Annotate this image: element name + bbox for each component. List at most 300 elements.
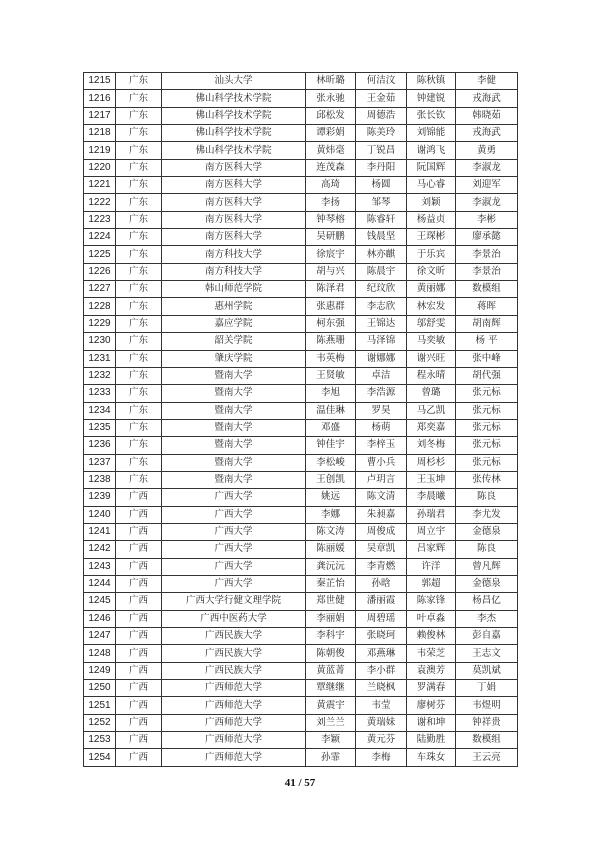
table-row [84, 281, 518, 298]
member-1-cell: 李科宇 [306, 628, 356, 645]
advisor-cell: 李景治 [456, 246, 518, 263]
table-row [84, 194, 518, 211]
team-id-cell: 1235 [84, 419, 116, 436]
advisor-cell: 李杰 [456, 610, 518, 627]
member-2-cell: 何洁汶 [356, 73, 407, 90]
member-1-cell: 胡与兴 [306, 263, 356, 280]
member-2-cell: 李青燃 [356, 558, 407, 575]
table-row [84, 645, 518, 662]
school-cell: 广西大学 [162, 541, 306, 558]
member-2-cell: 曹小兵 [356, 454, 407, 471]
table-row [84, 402, 518, 419]
table-row [84, 471, 518, 488]
school-cell: 肇庆学院 [162, 350, 306, 367]
school-cell: 嘉应学院 [162, 315, 306, 332]
member-2-cell: 谢娜娜 [356, 350, 407, 367]
table-row [84, 558, 518, 575]
school-cell: 南方医科大学 [162, 229, 306, 246]
team-id-cell: 1218 [84, 125, 116, 142]
team-id-cell: 1226 [84, 263, 116, 280]
member-3-cell: 许洋 [407, 558, 456, 575]
advisor-cell: 金德泉 [456, 523, 518, 540]
province-cell: 广西 [116, 523, 162, 540]
school-cell: 广西民族大学 [162, 645, 306, 662]
table-row [84, 732, 518, 749]
team-id-cell: 1238 [84, 471, 116, 488]
table-row [84, 419, 518, 436]
province-cell: 广西 [116, 680, 162, 697]
member-2-cell: 兰晓枫 [356, 680, 407, 697]
team-id-cell: 1236 [84, 437, 116, 454]
member-2-cell: 杨萌 [356, 419, 407, 436]
school-cell: 暨南大学 [162, 402, 306, 419]
member-3-cell: 谢兴旺 [407, 350, 456, 367]
table-row [84, 333, 518, 350]
team-id-cell: 1232 [84, 367, 116, 384]
advisor-cell: 金德泉 [456, 575, 518, 592]
school-cell: 广西师范大学 [162, 697, 306, 714]
province-cell: 广东 [116, 90, 162, 107]
table-row [84, 610, 518, 627]
province-cell: 广东 [116, 194, 162, 211]
advisor-cell: 廖承懿 [456, 229, 518, 246]
member-3-cell: 黄丽娜 [407, 281, 456, 298]
member-3-cell: 马心睿 [407, 177, 456, 194]
member-2-cell: 李梅 [356, 749, 407, 766]
member-1-cell: 刘兰兰 [306, 714, 356, 731]
team-id-cell: 1247 [84, 628, 116, 645]
advisor-cell: 张中峰 [456, 350, 518, 367]
team-id-cell: 1217 [84, 107, 116, 124]
team-id-cell: 1223 [84, 211, 116, 228]
province-cell: 广西 [116, 714, 162, 731]
province-cell: 广东 [116, 281, 162, 298]
table-row [84, 107, 518, 124]
member-3-cell: 于乐宾 [407, 246, 456, 263]
member-1-cell: 高琦 [306, 177, 356, 194]
member-2-cell: 李小群 [356, 662, 407, 679]
school-cell: 惠州学院 [162, 298, 306, 315]
member-1-cell: 张永驰 [306, 90, 356, 107]
school-cell: 广西大学 [162, 523, 306, 540]
member-1-cell: 张惠群 [306, 298, 356, 315]
team-id-cell: 1237 [84, 454, 116, 471]
member-1-cell: 邓盛 [306, 419, 356, 436]
member-1-cell: 陈泽君 [306, 281, 356, 298]
member-2-cell: 邓燕琳 [356, 645, 407, 662]
team-id-cell: 1221 [84, 177, 116, 194]
member-2-cell: 罗昊 [356, 402, 407, 419]
advisor-cell: 陈良 [456, 541, 518, 558]
member-2-cell: 韦莹 [356, 697, 407, 714]
school-cell: 佛山科学技术学院 [162, 107, 306, 124]
member-2-cell: 周碧瑶 [356, 610, 407, 627]
member-2-cell: 李梓玉 [356, 437, 407, 454]
table-row [84, 593, 518, 610]
member-1-cell: 秦芷怡 [306, 575, 356, 592]
member-3-cell: 张长钦 [407, 107, 456, 124]
school-cell: 南方医科大学 [162, 211, 306, 228]
advisor-cell: 曾凡辉 [456, 558, 518, 575]
advisor-cell: 张传林 [456, 471, 518, 488]
advisor-cell: 黄勇 [456, 142, 518, 159]
province-cell: 广西 [116, 489, 162, 506]
school-cell: 广西大学 [162, 575, 306, 592]
member-3-cell: 林宏发 [407, 298, 456, 315]
team-id-cell: 1244 [84, 575, 116, 592]
page-number: 41 / 57 [284, 777, 316, 789]
member-1-cell: 黄蓝菁 [306, 662, 356, 679]
advisor-cell: 张元标 [456, 419, 518, 436]
member-1-cell: 李扬 [306, 194, 356, 211]
member-3-cell: 刘锦能 [407, 125, 456, 142]
member-3-cell: 邬舒雯 [407, 315, 456, 332]
team-id-cell: 1245 [84, 593, 116, 610]
table-row [84, 298, 518, 315]
member-1-cell: 钟琴榕 [306, 211, 356, 228]
member-2-cell: 李志欣 [356, 298, 407, 315]
team-id-cell: 1227 [84, 281, 116, 298]
province-cell: 广西 [116, 593, 162, 610]
member-3-cell: 赖俊林 [407, 628, 456, 645]
school-cell: 广西师范大学 [162, 714, 306, 731]
province-cell: 广西 [116, 697, 162, 714]
team-id-cell: 1253 [84, 732, 116, 749]
member-1-cell: 龚沅沅 [306, 558, 356, 575]
member-2-cell: 张晓珂 [356, 628, 407, 645]
member-1-cell: 孙霏 [306, 749, 356, 766]
member-2-cell: 周俊成 [356, 523, 407, 540]
advisor-cell: 陈良 [456, 489, 518, 506]
advisor-cell: 李尤发 [456, 506, 518, 523]
advisor-cell: 刘迎军 [456, 177, 518, 194]
member-1-cell: 陈燕珊 [306, 333, 356, 350]
member-3-cell: 孙瑞君 [407, 506, 456, 523]
member-3-cell: 郭超 [407, 575, 456, 592]
province-cell: 广西 [116, 541, 162, 558]
member-2-cell: 丁锐昌 [356, 142, 407, 159]
table-row [84, 437, 518, 454]
advisor-cell: 张元标 [456, 454, 518, 471]
school-cell: 广西大学 [162, 506, 306, 523]
province-cell: 广东 [116, 229, 162, 246]
member-3-cell: 陆勤胜 [407, 732, 456, 749]
member-1-cell: 姚远 [306, 489, 356, 506]
member-3-cell: 韦荣芝 [407, 645, 456, 662]
table-row [84, 142, 518, 159]
table-row [84, 506, 518, 523]
province-cell: 广东 [116, 73, 162, 90]
member-3-cell: 马奕敏 [407, 333, 456, 350]
advisor-cell: 王云亮 [456, 749, 518, 766]
table-row [84, 246, 518, 263]
table-row [84, 229, 518, 246]
school-cell: 暨南大学 [162, 471, 306, 488]
member-3-cell: 叶卓淼 [407, 610, 456, 627]
table-row [84, 714, 518, 731]
member-2-cell: 陈文清 [356, 489, 407, 506]
province-cell: 广西 [116, 506, 162, 523]
school-cell: 韩山师范学院 [162, 281, 306, 298]
table-row [84, 350, 518, 367]
member-1-cell: 李松峻 [306, 454, 356, 471]
member-1-cell: 柯东强 [306, 315, 356, 332]
province-cell: 广东 [116, 402, 162, 419]
province-cell: 广西 [116, 628, 162, 645]
member-3-cell: 周杉杉 [407, 454, 456, 471]
member-3-cell: 陈秋镇 [407, 73, 456, 90]
province-cell: 广东 [116, 385, 162, 402]
province-cell: 广东 [116, 125, 162, 142]
advisor-cell: 韩晓茹 [456, 107, 518, 124]
team-id-cell: 1243 [84, 558, 116, 575]
member-3-cell: 罗满春 [407, 680, 456, 697]
team-id-cell: 1241 [84, 523, 116, 540]
table-row [84, 662, 518, 679]
school-cell: 广西师范大学 [162, 749, 306, 766]
table-row [84, 159, 518, 176]
member-3-cell: 谢鸿飞 [407, 142, 456, 159]
member-1-cell: 李旭 [306, 385, 356, 402]
member-3-cell: 李晨曦 [407, 489, 456, 506]
school-cell: 广西大学 [162, 489, 306, 506]
province-cell: 广西 [116, 558, 162, 575]
province-cell: 广东 [116, 350, 162, 367]
member-1-cell: 李娜 [306, 506, 356, 523]
member-2-cell: 王金茹 [356, 90, 407, 107]
province-cell: 广东 [116, 263, 162, 280]
team-id-cell: 1219 [84, 142, 116, 159]
advisor-cell: 李景治 [456, 263, 518, 280]
advisor-cell: 丁娟 [456, 680, 518, 697]
member-1-cell: 连茂森 [306, 159, 356, 176]
team-id-cell: 1230 [84, 333, 116, 350]
table-row [84, 90, 518, 107]
team-id-cell: 1228 [84, 298, 116, 315]
advisor-cell: 胡南辉 [456, 315, 518, 332]
province-cell: 广东 [116, 333, 162, 350]
member-2-cell: 马泽锦 [356, 333, 407, 350]
member-3-cell: 吕家辉 [407, 541, 456, 558]
advisor-cell: 戎海武 [456, 125, 518, 142]
member-3-cell: 谢和坤 [407, 714, 456, 731]
advisor-cell: 李彬 [456, 211, 518, 228]
member-2-cell: 朱昶嘉 [356, 506, 407, 523]
advisor-cell: 杨 平 [456, 333, 518, 350]
member-1-cell: 覃继继 [306, 680, 356, 697]
member-2-cell: 黄瑞妹 [356, 714, 407, 731]
school-cell: 广西民族大学 [162, 662, 306, 679]
school-cell: 南方医科大学 [162, 159, 306, 176]
school-cell: 暨南大学 [162, 454, 306, 471]
table-row [84, 697, 518, 714]
team-id-cell: 1248 [84, 645, 116, 662]
member-2-cell: 孙晗 [356, 575, 407, 592]
member-3-cell: 王玉坤 [407, 471, 456, 488]
member-3-cell: 杨益贞 [407, 211, 456, 228]
member-1-cell: 吴研鹏 [306, 229, 356, 246]
team-id-cell: 1222 [84, 194, 116, 211]
team-id-cell: 1231 [84, 350, 116, 367]
team-id-cell: 1250 [84, 680, 116, 697]
advisor-cell: 韦煜明 [456, 697, 518, 714]
member-2-cell: 潘丽霞 [356, 593, 407, 610]
school-cell: 暨南大学 [162, 385, 306, 402]
team-id-cell: 1246 [84, 610, 116, 627]
province-cell: 广东 [116, 367, 162, 384]
member-2-cell: 吴章凯 [356, 541, 407, 558]
province-cell: 广东 [116, 454, 162, 471]
province-cell: 广西 [116, 610, 162, 627]
member-2-cell: 钱晨坚 [356, 229, 407, 246]
province-cell: 广东 [116, 107, 162, 124]
team-id-cell: 1249 [84, 662, 116, 679]
member-2-cell: 黄元芬 [356, 732, 407, 749]
member-3-cell: 陈家锋 [407, 593, 456, 610]
member-2-cell: 陈睿轩 [356, 211, 407, 228]
school-cell: 佛山科学技术学院 [162, 125, 306, 142]
team-id-cell: 1220 [84, 159, 116, 176]
team-id-cell: 1252 [84, 714, 116, 731]
member-2-cell: 杨圆 [356, 177, 407, 194]
member-3-cell: 袁澳芳 [407, 662, 456, 679]
province-cell: 广东 [116, 419, 162, 436]
province-cell: 广西 [116, 645, 162, 662]
member-2-cell: 李浩源 [356, 385, 407, 402]
province-cell: 广东 [116, 177, 162, 194]
table-row [84, 680, 518, 697]
member-3-cell: 曾璐 [407, 385, 456, 402]
school-cell: 佛山科学技术学院 [162, 90, 306, 107]
member-2-cell: 卓洁 [356, 367, 407, 384]
school-cell: 暨南大学 [162, 437, 306, 454]
province-cell: 广西 [116, 662, 162, 679]
award-table [83, 72, 518, 767]
table-row [84, 385, 518, 402]
member-2-cell: 纪玟欣 [356, 281, 407, 298]
table-row [84, 541, 518, 558]
team-id-cell: 1224 [84, 229, 116, 246]
table-row [84, 315, 518, 332]
member-1-cell: 钟佳宇 [306, 437, 356, 454]
table-row [84, 523, 518, 540]
advisor-cell: 蒋晖 [456, 298, 518, 315]
member-1-cell: 林昕璐 [306, 73, 356, 90]
school-cell: 广西师范大学 [162, 732, 306, 749]
school-cell: 南方科技大学 [162, 246, 306, 263]
province-cell: 广西 [116, 575, 162, 592]
member-1-cell: 徐宸宇 [306, 246, 356, 263]
school-cell: 暨南大学 [162, 419, 306, 436]
member-3-cell: 徐文昕 [407, 263, 456, 280]
table-row [84, 125, 518, 142]
advisor-cell: 张元标 [456, 402, 518, 419]
table-row [84, 177, 518, 194]
school-cell: 广西民族大学 [162, 628, 306, 645]
province-cell: 广东 [116, 211, 162, 228]
member-3-cell: 廖树芬 [407, 697, 456, 714]
member-1-cell: 李颖 [306, 732, 356, 749]
advisor-cell: 彭自嘉 [456, 628, 518, 645]
table-row [84, 211, 518, 228]
member-3-cell: 郑奕嘉 [407, 419, 456, 436]
province-cell: 广东 [116, 315, 162, 332]
member-2-cell: 王锦达 [356, 315, 407, 332]
member-2-cell: 林亦麒 [356, 246, 407, 263]
table-row [84, 263, 518, 280]
advisor-cell: 李健 [456, 73, 518, 90]
team-id-cell: 1216 [84, 90, 116, 107]
team-id-cell: 1242 [84, 541, 116, 558]
advisor-cell: 钟祥贵 [456, 714, 518, 731]
province-cell: 广东 [116, 246, 162, 263]
advisor-cell: 李淑龙 [456, 159, 518, 176]
school-cell: 广西中医药大学 [162, 610, 306, 627]
team-id-cell: 1234 [84, 402, 116, 419]
school-cell: 汕头大学 [162, 73, 306, 90]
member-3-cell: 车珠女 [407, 749, 456, 766]
member-2-cell: 李丹阳 [356, 159, 407, 176]
table-row [84, 489, 518, 506]
advisor-cell: 王志文 [456, 645, 518, 662]
team-id-cell: 1225 [84, 246, 116, 263]
province-cell: 广东 [116, 471, 162, 488]
advisor-cell: 莫凯斌 [456, 662, 518, 679]
table-body [84, 73, 518, 767]
member-2-cell: 陈美玲 [356, 125, 407, 142]
member-3-cell: 马乙凯 [407, 402, 456, 419]
team-id-cell: 1229 [84, 315, 116, 332]
member-1-cell: 陈文涛 [306, 523, 356, 540]
table-row [84, 749, 518, 766]
team-id-cell: 1251 [84, 697, 116, 714]
member-1-cell: 陈丽媛 [306, 541, 356, 558]
team-id-cell: 1240 [84, 506, 116, 523]
member-1-cell: 韦英梅 [306, 350, 356, 367]
member-3-cell: 王琛彬 [407, 229, 456, 246]
table-row [84, 367, 518, 384]
advisor-cell: 杨昌亿 [456, 593, 518, 610]
school-cell: 广西大学行健文理学院 [162, 593, 306, 610]
member-1-cell: 郑世健 [306, 593, 356, 610]
school-cell: 暨南大学 [162, 367, 306, 384]
province-cell: 广东 [116, 437, 162, 454]
member-3-cell: 刘冬梅 [407, 437, 456, 454]
member-1-cell: 黄震宇 [306, 697, 356, 714]
school-cell: 韶关学院 [162, 333, 306, 350]
team-id-cell: 1233 [84, 385, 116, 402]
advisor-cell: 戎海武 [456, 90, 518, 107]
team-id-cell: 1239 [84, 489, 116, 506]
member-2-cell: 陈晨宇 [356, 263, 407, 280]
province-cell: 广东 [116, 298, 162, 315]
province-cell: 广东 [116, 159, 162, 176]
member-1-cell: 王贤敏 [306, 367, 356, 384]
school-cell: 南方科技大学 [162, 263, 306, 280]
school-cell: 南方医科大学 [162, 177, 306, 194]
school-cell: 佛山科学技术学院 [162, 142, 306, 159]
member-1-cell: 李丽娟 [306, 610, 356, 627]
member-1-cell: 王创凯 [306, 471, 356, 488]
table-row [84, 575, 518, 592]
advisor-cell: 胡代强 [456, 367, 518, 384]
advisor-cell: 李淑龙 [456, 194, 518, 211]
member-1-cell: 温佳琳 [306, 402, 356, 419]
member-2-cell: 邹琴 [356, 194, 407, 211]
member-3-cell: 程永晴 [407, 367, 456, 384]
school-cell: 广西大学 [162, 558, 306, 575]
member-1-cell: 邱松发 [306, 107, 356, 124]
